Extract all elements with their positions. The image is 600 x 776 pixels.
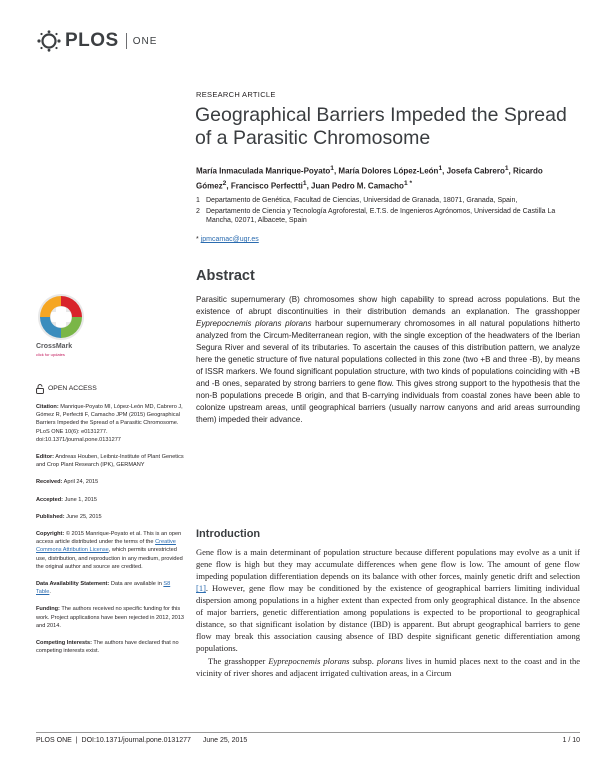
intro-paragraph bbox=[196, 546, 580, 654]
competing-interests-label: Competing Interests: bbox=[36, 640, 92, 647]
author-affil-sup: 2 bbox=[222, 179, 227, 187]
author-name[interactable]: Francisco Perfectti bbox=[230, 181, 303, 191]
intro-text-part: Gene flow is a main determinant of population structure because different populations may evolve as a unit if gene flow is high but they may accumulate differences when gene flow is low. The amount of gene flow impeding population differentiation depends on its balance with other forces, mainly genetic drift and selection bbox=[196, 547, 580, 582]
intro-text-part: lives in humid places next to the coast and in the vicinity of river shores and adjacent irrigated cultivation areas, in a Circum bbox=[196, 656, 580, 679]
intro-text-part: subsp. bbox=[349, 656, 377, 667]
species-name: Eyprepocnemis plorans bbox=[268, 656, 350, 667]
plos-logo-icon bbox=[36, 30, 62, 52]
received-block bbox=[36, 478, 186, 486]
species-name: Eyprepocnemis plorans plorans bbox=[196, 319, 312, 329]
footer-separator: | bbox=[75, 737, 78, 744]
page-footer bbox=[36, 737, 247, 744]
funding-text: The authors received no specific funding for this work. Project applications have been rejected in 2012, 2013 and 2014. bbox=[36, 606, 185, 629]
competing-interests-text: The authors have declared that no competing interests exist. bbox=[36, 640, 179, 655]
logo-one-text: ONE bbox=[132, 35, 158, 47]
affiliation-number: 2 bbox=[196, 207, 200, 215]
data-availability-label: Data Availability Statement: bbox=[36, 581, 110, 588]
author-name[interactable]: María Dolores López-León bbox=[338, 166, 439, 176]
abstract-text-part: Parasitic supernumerary (B) chromosomes show high capability to spread across populations. But the existence of abrupt discontinuities in their distribution demands an explanation. The grasshopper bbox=[196, 295, 580, 317]
crossmark-label[interactable]: CrossMark bbox=[36, 343, 73, 350]
abstract-text bbox=[196, 294, 580, 427]
affiliation-text: Departamento de Genética, Facultad de Ciencias, Universidad de Granada, 18071, Granada, Spain, bbox=[206, 197, 518, 204]
affiliation-item bbox=[196, 196, 576, 206]
plos-one-logo[interactable] bbox=[36, 30, 157, 52]
introduction-heading: Introduction bbox=[196, 528, 261, 540]
abstract-heading: Abstract bbox=[196, 268, 255, 284]
affiliation-item bbox=[196, 207, 576, 226]
received-label: Received: bbox=[36, 479, 63, 486]
accepted-label: Accepted: bbox=[36, 496, 64, 503]
abstract-text-part: harbour supernumerary chromosomes in all natural populations hitherto analyzed from the Circum-Mediterranean region, with the single exception of the headwaters of the Iberian Segura River and several of its tributaries. To ascertain the causes of this distribution pattern, we analyze here the genetic structure of five natural populations collected in this zone (two +B and three -B), by means of ISSR markers. We found significant population structure, with two kinds of populations coinciding with +B and -B ones, separated by strong barriers to gene flow. This gives strong support to the hypothesis that the non-B populations precede B origin, and that B-carrying individuals from coastal zones have been able to colonize upstream areas, until geographical barriers (usually narrow canyons and arid areas surrounding them) impeded their advance. bbox=[196, 319, 580, 425]
funding-block bbox=[36, 605, 186, 630]
author-name[interactable]: María Inmaculada Manrique-Poyato bbox=[196, 166, 331, 176]
introduction-text bbox=[196, 546, 580, 680]
author-affil-sup: 1 bbox=[504, 165, 509, 172]
copyright-block bbox=[36, 530, 186, 571]
published-label: Published: bbox=[36, 513, 65, 520]
affiliation-number: 1 bbox=[196, 197, 200, 204]
editor-block bbox=[36, 453, 186, 469]
logo-divider bbox=[126, 33, 127, 49]
s8-table-link[interactable]: S8 Table bbox=[36, 581, 171, 596]
subspecies-name: plorans bbox=[376, 656, 403, 667]
accepted-block bbox=[36, 496, 186, 504]
article-sidebar bbox=[36, 384, 186, 664]
copyright-text: © 2015 Manrique-Poyato et al. This is an open access article distributed under the terms of the bbox=[36, 531, 182, 546]
data-availability-text: Data are available in bbox=[109, 581, 164, 588]
author-name[interactable]: Josefa Cabrero bbox=[446, 166, 505, 176]
received-date: April 24, 2015 bbox=[62, 479, 99, 486]
intro-text-part: . However, gene flow may be conditioned by the existence of geographical barriers limiting individual dispersion among populations in a higher extent than expected from only geographical distance. In the absence of major barriers, genetic differentiation among populations is expected to be proportional to geographical distance, so that significant isolation by distance (IBD) is apparent. But abrupt geographical barriers to gene flow may break this association causing absence of IBD despite significant genetic differentiation among populations. bbox=[196, 583, 580, 654]
author-affil-sup: 1 bbox=[438, 165, 443, 172]
intro-paragraph bbox=[196, 655, 580, 679]
editor-text: Andreas Houben, Leibniz-Institute of Plant Genetics and Crop Plant Research (IPK), GERMANY bbox=[36, 454, 184, 469]
open-access-badge bbox=[36, 384, 186, 394]
intro-text-part: The grasshopper bbox=[208, 656, 269, 667]
footer-rule bbox=[36, 732, 580, 733]
open-lock-icon bbox=[36, 384, 44, 394]
article-title: Geographical Barriers Impeded the Spread of a Parasitic Chromosome bbox=[195, 104, 567, 149]
published-date: June 25, 2015 bbox=[64, 513, 102, 520]
copyright-text-end: , which permits unrestricted use, distribution, and reproduction in any medium, provided the original author and source are credited. bbox=[36, 547, 183, 570]
author-list: María Inmaculada Manrique-Poyato$^1$, María Dolores López-León$^1$, Josefa Cabrero$^1$, Ricardo Gómez$^2$, Francisco Perfectti$^1$, Juan Pedro M. Camacho$^{1 *}$ bbox=[196, 165, 543, 191]
author-name[interactable]: Juan Pedro M. Camacho bbox=[311, 181, 404, 191]
editor-label: Editor: bbox=[36, 454, 55, 461]
data-availability-end: . bbox=[49, 589, 51, 596]
author-affil-sup: 1 bbox=[302, 179, 307, 187]
competing-interests-block bbox=[36, 639, 186, 655]
page-number: 1 / 10 bbox=[562, 737, 580, 744]
license-link[interactable]: Creative Commons Attribution License bbox=[36, 539, 176, 554]
article-type: RESEARCH ARTICLE bbox=[196, 90, 276, 99]
author-affil-sup: 1 bbox=[330, 165, 334, 172]
data-availability-block bbox=[36, 580, 186, 596]
citation-block bbox=[36, 403, 186, 444]
crossmark-sublabel[interactable]: click for updates bbox=[36, 352, 65, 357]
citation-text: Manrique-Poyato MI, López-León MD, Cabrero J, Gómez R, Perfectti F, Camacho JPM (2015) Geographical Barriers Impeded the Spread of a Parasitic Chromosome. PLoS ONE 10(6): e0131277. doi:10.1371/journal.pone.0131277 bbox=[36, 404, 183, 443]
footer-doi: DOI:10.1371/journal.pone.0131277 bbox=[81, 737, 191, 744]
email-link[interactable]: jpmcamac@ugr.es bbox=[200, 236, 259, 243]
copyright-label: Copyright: bbox=[36, 531, 65, 538]
footer-journal: PLOS ONE bbox=[36, 737, 72, 744]
email-marker: * bbox=[196, 236, 199, 243]
affiliation-text: Departamento de Ciencia y Tecnología Agroforestal, E.T.S. de Ingenieros Agrónomos, Universidad de Castilla La Mancha, 02071, Albacete, Spain bbox=[206, 207, 556, 224]
published-block bbox=[36, 513, 186, 521]
footer-date: June 25, 2015 bbox=[202, 737, 248, 744]
logo-plos-text: PLOS bbox=[65, 30, 119, 51]
affiliations bbox=[196, 196, 576, 227]
reference-link[interactable]: [1] bbox=[196, 583, 206, 594]
crossmark-icon[interactable] bbox=[36, 292, 86, 342]
corresponding-email bbox=[196, 236, 259, 243]
author-affil-sup: 1 * bbox=[403, 179, 413, 187]
citation-label: Citation: bbox=[36, 404, 59, 410]
accepted-date: June 1, 2015 bbox=[63, 496, 97, 503]
open-access-label: OPEN ACCESS bbox=[48, 384, 97, 392]
author-name[interactable]: Ricardo Gómez bbox=[196, 166, 543, 191]
funding-label: Funding: bbox=[36, 606, 60, 613]
